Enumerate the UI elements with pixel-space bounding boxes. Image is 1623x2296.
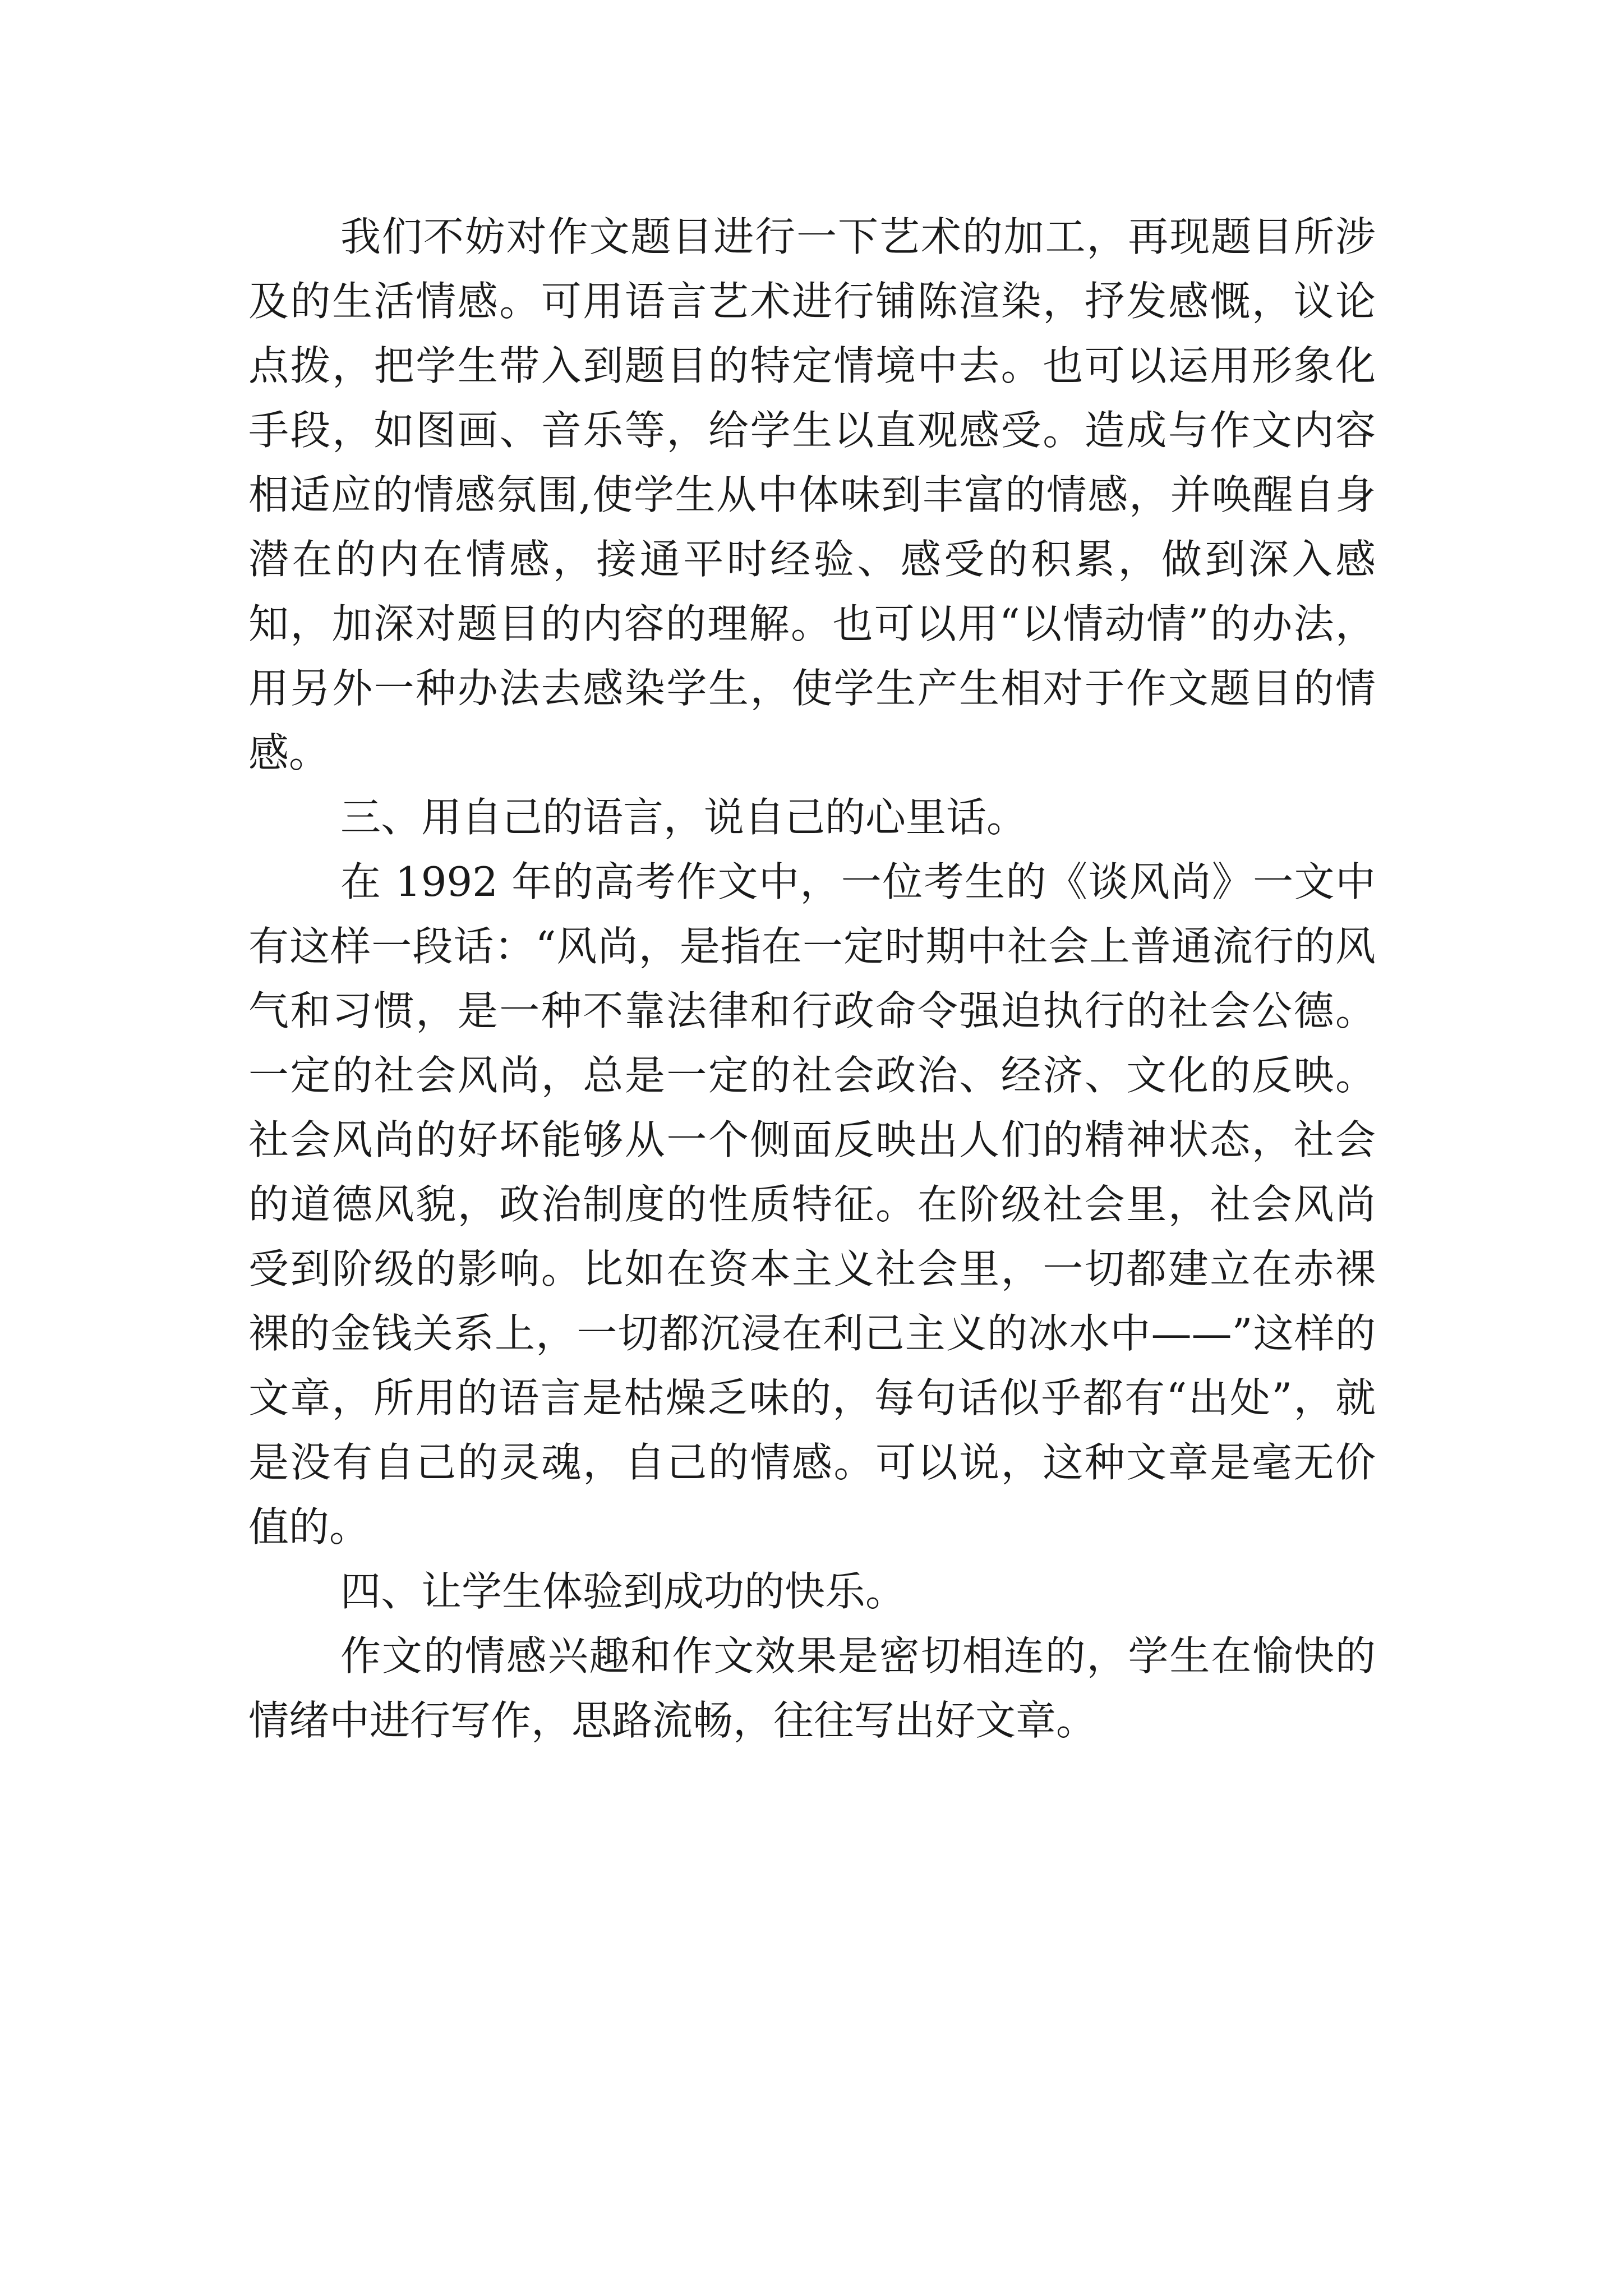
paragraph-success-joy: 作文的情感兴趣和作文效果是密切相连的，学生在愉快的情绪中进行写作，思路流畅，往往写出好文章。	[248, 1632, 1376, 1744]
section-heading-three: 三、用自己的语言，说自己的心里话。	[340, 794, 1027, 841]
document-body	[248, 205, 1376, 1753]
paragraph-gaokao-example: 在 1992 年的高考作文中，一位考生的《谈风尚》一文中有这样一段话：“风尚，是指在一定时期中社会上普通流行的风气和习惯，是一种不靠法律和行政命令强迫执行的社会公德。一定的社会风尚，总是一定的社会政治、经济、文化的反映。社会风尚的好坏能够从一个侧面反映出人们的精神状态，社会的道德风貌，政治制度的性质特征。在阶级社会里，社会风尚受到阶级的影响。比如在资本主义社会里，一切都建立在赤裸裸的金钱关系上，一切都沉浸在利己主义的冰水中——”这样的文章，所用的语言是枯燥乏味的，每句话似乎都有“出处”，就是没有自己的灵魂，自己的情感。可以说，这种文章是毫无价值的。	[248, 858, 1376, 1550]
paragraph-artistic-processing: 我们不妨对作文题目进行一下艺术的加工，再现题目所涉及的生活情感。可用语言艺术进行铺陈渲染，抒发感慨，议论点拨，把学生带入到题目的特定情境中去。也可以运用形象化手段，如图画、音乐等，给学生以直观感受。造成与作文内容相适应的情感氛围,使学生从中体味到丰富的情感，并唤醒自身潜在的内在情感，接通平时经验、感受的积累，做到深入感知，加深对题目的内容的理解。也可以用“以情动情”的办法，用另外一种办法去感染学生，使学生产生相对于作文题目的情感。	[248, 213, 1376, 776]
section-heading-four: 四、让学生体验到成功的快乐。	[340, 1568, 906, 1615]
